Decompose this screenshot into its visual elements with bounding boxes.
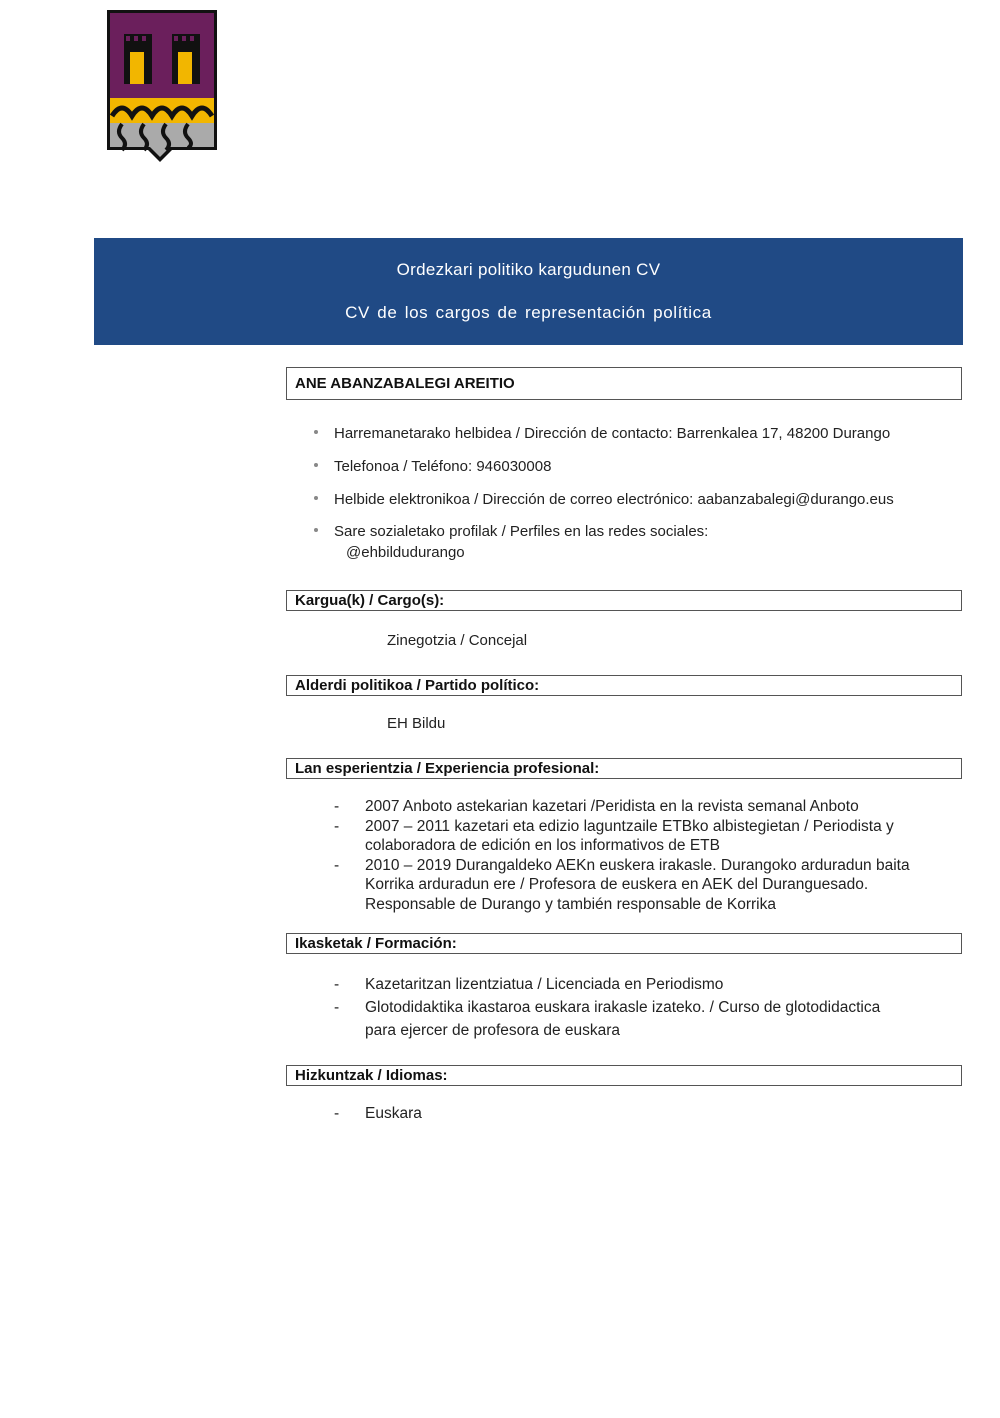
section-heading-experience: Lan esperientzia / Experiencia profesional: — [286, 758, 962, 779]
section-heading-languages: Hizkuntzak / Idiomas: — [286, 1065, 962, 1086]
contact-item-phone: Telefonoa / Teléfono: 946030008 — [314, 458, 551, 475]
bullet-icon — [314, 496, 318, 500]
contact-item-address: Harremanetarako helbidea / Dirección de contacto: Barrenkalea 17, 48200 Durango — [314, 425, 890, 442]
person-name: ANE ABANZABALEGI AREITIO — [295, 375, 515, 392]
coat-of-arms-icon — [104, 8, 220, 164]
social-handle: @ehbildudurango — [346, 544, 465, 561]
languages-list — [334, 1102, 959, 1125]
section-heading-position: Kargua(k) / Cargo(s): — [286, 590, 962, 611]
banner-title-spanish: CV de los cargos de representación política — [345, 303, 712, 322]
experience-list — [334, 797, 959, 914]
bullet-icon — [314, 430, 318, 434]
party-value: EH Bildu — [387, 715, 446, 732]
education-list — [334, 973, 959, 1042]
list-item: - 2007 – 2011 kazetari eta edizio laguntzaile ETBko albistegietan / Periodista y colaboradora de edición en los informativos de ETB — [334, 817, 894, 854]
list-item: - Kazetaritzan lizentziatua / Licenciada en Periodismo — [334, 976, 724, 993]
section-heading-education: Ikasketak / Formación: — [286, 933, 962, 954]
person-name-box — [286, 367, 962, 400]
position-value: Zinegotzia / Concejal — [387, 632, 528, 649]
contact-item-email: Helbide elektronikoa / Dirección de correo electrónico: aabanzabalegi@durango.eus — [314, 491, 894, 508]
bullet-icon — [314, 528, 318, 532]
list-item: - 2010 – 2019 Durangaldeko AEKn euskera irakasle. Durangoko arduradun baita Korrika arduradun ere / Profesora de euskera en AEK del Duranguesado. Responsable de Durango y también responsable de Korrika — [334, 856, 910, 913]
list-item: - Euskara — [334, 1105, 422, 1122]
section-heading-party: Alderdi politikoa / Partido político: — [286, 675, 962, 696]
header-banner — [94, 238, 963, 345]
durango-coat-of-arms-logo — [104, 8, 220, 164]
banner-title-basque: Ordezkari politiko kargudunen CV — [396, 260, 661, 279]
list-item: - 2007 Anboto astekarian kazetari /Peridista en la revista semanal Anboto — [334, 798, 859, 815]
bullet-icon — [314, 463, 318, 467]
contact-item-social: Sare sozialetako profilak / Perfiles en las redes sociales: @ehbildudurango — [314, 523, 708, 561]
list-item: - Glotodidaktika ikastaroa euskara irakasle izateko. / Curso de glotodidactica para ejercer de profesora de euskara — [334, 999, 881, 1039]
